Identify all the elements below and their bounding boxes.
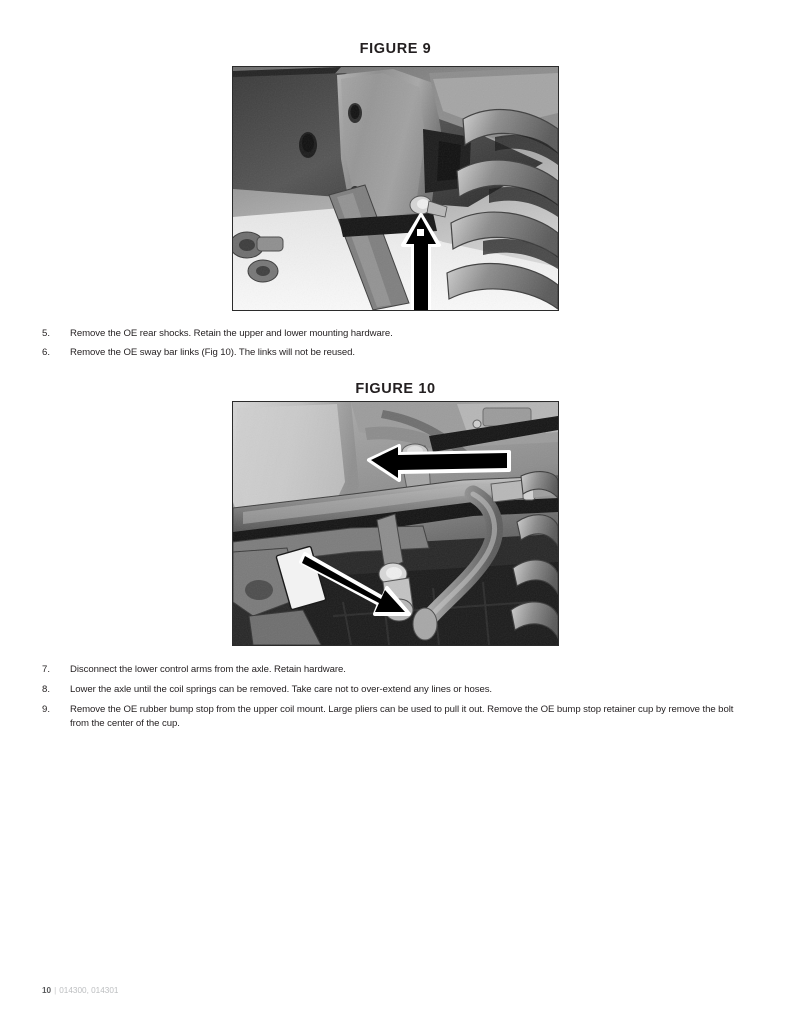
figure-9-image — [233, 67, 558, 310]
figure-9-photo — [232, 66, 559, 311]
figure-9-heading: FIGURE 9 — [359, 41, 432, 57]
step-text: Remove the OE rear shocks. Retain the upper and lower mounting hardware. — [70, 328, 393, 339]
step-text: Disconnect the lower control arms from the axle. Retain hardware. — [70, 664, 346, 675]
step-number: 7. — [42, 664, 51, 675]
step-item-5 — [42, 327, 742, 341]
step-item-8 — [42, 683, 742, 697]
page-footer — [42, 985, 118, 996]
step-item-6 — [42, 346, 742, 360]
step-item-7 — [42, 663, 742, 677]
figure-10-heading: FIGURE 10 — [355, 381, 436, 397]
step-number: 8. — [42, 684, 51, 695]
figure-10-image — [233, 402, 558, 645]
step-number: 5. — [42, 328, 51, 339]
step-text: Lower the axle until the coil springs can be removed. Take care not to over-extend any lines or hoses. — [70, 684, 493, 695]
footer-page-number: 10 — [42, 986, 52, 995]
footer-separator: | — [54, 986, 57, 995]
figure-10-photo — [232, 401, 559, 646]
footer-part-numbers: 014300, 014301 — [59, 986, 119, 995]
step-item-9 — [42, 703, 742, 730]
step-text: Remove the OE rubber bump stop from the upper coil mount. Large pliers can be used to pull it out. Remove the OE bump stop retainer cup by remove the bolt from the center of the cup. — [70, 704, 734, 729]
step-number: 9. — [42, 704, 51, 715]
step-number: 6. — [42, 347, 51, 358]
step-text: Remove the OE sway bar links (Fig 10). The links will not be reused. — [70, 347, 355, 358]
